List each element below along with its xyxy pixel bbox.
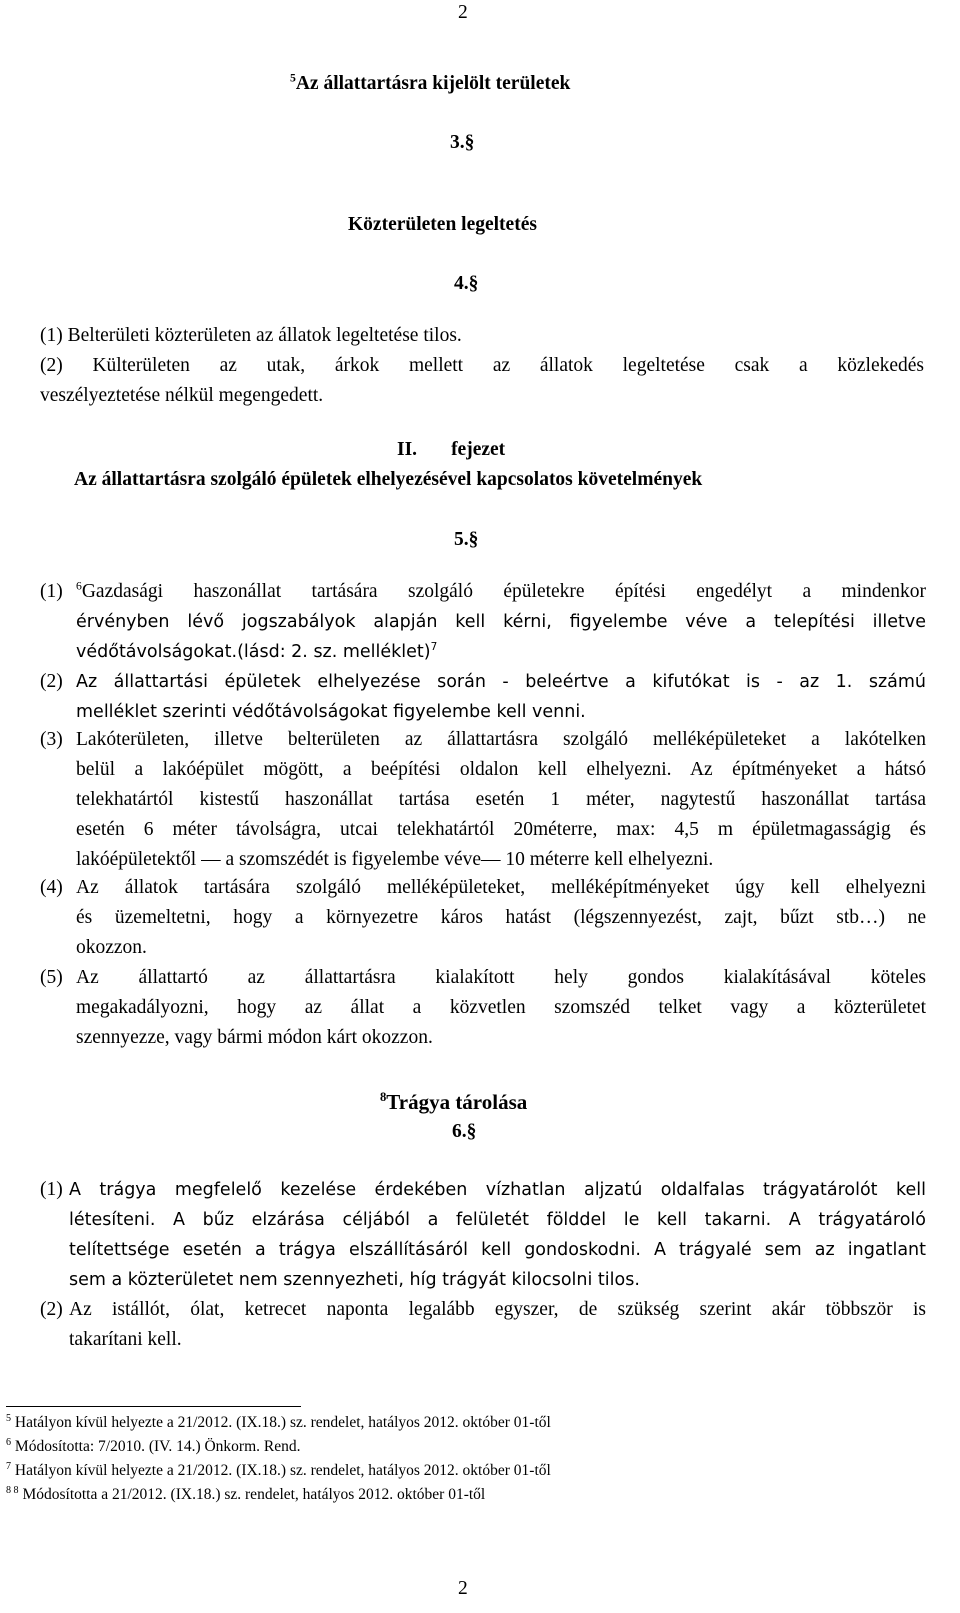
footnote-7: $^7$ Hatályon kívül helyezte a 21/2012. (IX.18.) sz. rendelet, hatályos 2012. október 01-től bbox=[6, 1460, 551, 1479]
paragraph-number-3: 3.§ bbox=[450, 132, 475, 153]
p5-item-5-line-2: megakadályozni, hogy az állat a közvetlen szomszéd telket vagy a közterületet bbox=[76, 997, 926, 1018]
footnote-5: $^5$ Hatályon kívül helyezte a 21/2012. (IX.18.) sz. rendelet, hatályos 2012. október 01-től bbox=[6, 1412, 551, 1431]
footnote-ref-7[interactable]: 7 bbox=[430, 641, 438, 654]
chapter-num: II. bbox=[397, 439, 418, 460]
p5-item-4-line-3: okozzon. bbox=[76, 937, 147, 958]
footnote-separator bbox=[6, 1406, 301, 1407]
p5-item-4-line-2: és üzemeltetni, hogy a környezetre káros hatást (légszennyezést, zajt, bűzt stb…) ne bbox=[76, 907, 926, 928]
p4-item-1: (1) Belterületi közterületen az állatok legeltetése tilos. bbox=[40, 325, 462, 346]
p5-item-1-line-1: $^6$Gazdasági haszonállat tartására szolgáló épületekre építési engedélyt a mindenkor bbox=[76, 579, 926, 602]
paragraph-number-4: 4.§ bbox=[454, 273, 479, 294]
chapter-word: fejezet bbox=[451, 439, 506, 460]
tragya-title: $^8$Trágya tárolása bbox=[380, 1090, 528, 1114]
p5-item-5-num: (5) bbox=[40, 967, 63, 988]
p5-item-4-line-1: Az állatok tartására szolgáló melléképületeket, melléképítményeket úgy kell elhelyezni bbox=[76, 877, 926, 898]
p5-item-3-line-5: lakóépületektől — a szomszédét is figyelembe véve— 10 méterre kell elhelyezni. bbox=[76, 849, 714, 870]
p6-item-1-line-1: A trágya megfelelő kezelése érdekében vízhatlan aljzatú oldalfalas trágyatárolót kell bbox=[69, 1180, 926, 1200]
p5-item-2-line-2: melléklet szerinti védőtávolságokat figyelembe kell venni. bbox=[76, 702, 586, 722]
p6-item-1-line-4: sem a közterületet nem szennyezheti, híg trágyát kilocsolni tilos. bbox=[69, 1270, 640, 1290]
p5-item-5-line-3: szennyezze, vagy bármi módon kárt okozzon. bbox=[76, 1027, 433, 1048]
p5-item-1-num: (1) bbox=[40, 581, 63, 602]
footnote-8: $^{8 8}$ Módosította a 21/2012. (IX.18.) sz. rendelet, hatályos 2012. október 01-től bbox=[6, 1484, 486, 1503]
page-number-top: 2 bbox=[458, 2, 468, 23]
paragraph-number-5: 5.§ bbox=[454, 529, 479, 550]
paragraph-number-6: 6.§ bbox=[452, 1121, 477, 1142]
footnote-6: $^6$ Módosította: 7/2010. (IV. 14.) Önkorm. Rend. bbox=[6, 1436, 301, 1455]
p4-item-2-line-2: veszélyeztetése nélkül megengedett. bbox=[40, 385, 324, 406]
section-title-text: Az állattartásra kijelölt területek bbox=[295, 73, 571, 94]
p5-item-1-line-3: védőtávolságokat.(lásd: 2. sz. melléklet)$^7$ bbox=[76, 641, 438, 662]
footnote-ref-8[interactable]: 8 bbox=[380, 1090, 387, 1104]
p5-item-3-num: (3) bbox=[40, 729, 63, 750]
p5-item-3-line-2: belül a lakóépület mögött, a beépítési oldalon kell elhelyezni. Az építményeket a hátsó bbox=[76, 759, 926, 780]
p5-item-5-line-1: Az állattartó az állattartásra kialakított hely gondos kialakításával köteles bbox=[76, 967, 926, 988]
p5-item-1-line-2: érvényben lévő jogszabályok alapján kell kérni, figyelembe véve a telepítési illetve bbox=[76, 612, 926, 632]
footnote-ref-5[interactable]: 5 bbox=[290, 71, 296, 85]
p5-item-3-line-4: esetén 6 méter távolságra, utcai telekhatártól 20méterre, max: 4,5 m épületmagasságig és bbox=[76, 819, 926, 840]
p5-item-2-num: (2) bbox=[40, 671, 63, 692]
p5-item-3-line-3: telekhatártól kistestű haszonállat tartása esetén 1 méter, nagytestű haszonállat tartása bbox=[76, 789, 926, 810]
page-number-bottom: 2 bbox=[458, 1578, 468, 1599]
p5-item-2-line-1: Az állattartási épületek elhelyezése során - beleértve a kifutókat is - az 1. számú bbox=[76, 672, 926, 692]
p6-item-1-line-2: létesíteni. A bűz elzárása céljából a felületét földdel le kell takarni. A trágyatároló bbox=[69, 1210, 926, 1230]
footnote-ref-6[interactable]: 6 bbox=[76, 579, 82, 593]
p6-item-2-line-1: Az istállót, ólat, ketrecet naponta legalább egyszer, de szükség szerint akár többször is bbox=[69, 1299, 926, 1320]
kozterulet-title: Közterületen legeltetés bbox=[348, 214, 537, 235]
p6-item-2-line-2: takarítani kell. bbox=[69, 1329, 182, 1350]
p6-item-2-num: (2) bbox=[40, 1299, 63, 1320]
p5-item-3-line-1: Lakóterületen, illetve belterületen az állattartásra szolgáló melléképületeket a lakótelken bbox=[76, 729, 926, 750]
p4-item-2-line-1: (2) Külterületen az utak, árkok mellett az állatok legeltetése csak a közlekedés bbox=[40, 355, 924, 376]
chapter-number bbox=[397, 438, 505, 462]
p5-item-4-num: (4) bbox=[40, 877, 63, 898]
chapter-title: Az állattartásra szolgáló épületek elhelyezésével kapcsolatos követelmények bbox=[74, 469, 703, 490]
section-title bbox=[290, 72, 570, 96]
p6-item-1-line-3: telítettsége esetén a trágya elszállításáról kell gondoskodni. A trágyalé sem az ingatlant bbox=[69, 1240, 926, 1260]
p6-item-1-num: (1) bbox=[40, 1179, 63, 1200]
